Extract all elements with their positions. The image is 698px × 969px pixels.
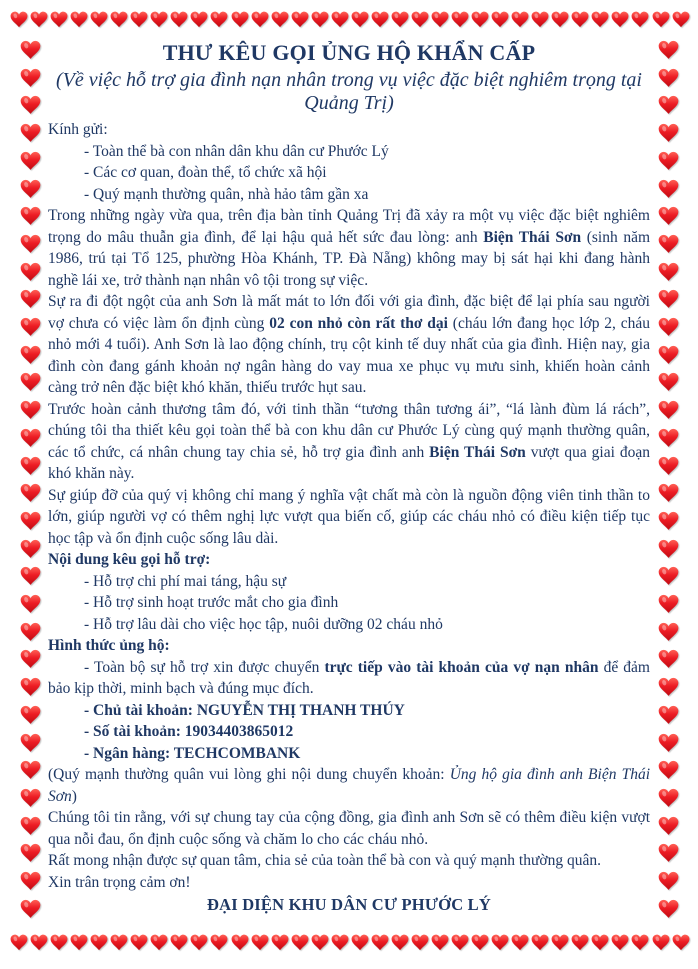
- heart-icon: [20, 705, 41, 725]
- heart-icon: [658, 179, 679, 199]
- heart-icon: [231, 11, 249, 28]
- paragraph-incident: [48, 205, 650, 291]
- heart-icon: [471, 934, 489, 951]
- heart-icon: [50, 11, 68, 28]
- heart-icon: [90, 11, 108, 28]
- heart-icon: [658, 372, 679, 392]
- bank-name-line: - Ngân hàng: TECHCOMBANK: [84, 744, 301, 762]
- heart-border-top: [10, 6, 690, 32]
- text-run: Sự ra đi đột ngột của anh Sơn là mất mát to lớn đối với gia đình, đặc biệt để lại phía sau người vợ chưa có việc làm ổn định cùng: [48, 293, 650, 332]
- heart-icon: [658, 483, 679, 503]
- heart-icon: [351, 934, 369, 951]
- heart-icon: [190, 11, 208, 28]
- heart-icon: [658, 760, 679, 780]
- heart-icon: [20, 677, 41, 697]
- heart-icon: [20, 123, 41, 143]
- heart-icon: [50, 934, 68, 951]
- heart-icon: [658, 95, 679, 115]
- heart-icon: [551, 11, 569, 28]
- heart-icon: [511, 934, 529, 951]
- heart-icon: [631, 11, 649, 28]
- heart-icon: [30, 934, 48, 951]
- heart-icon: [110, 934, 128, 951]
- heart-icon: [231, 934, 249, 951]
- heart-icon: [591, 11, 609, 28]
- heart-icon: [658, 400, 679, 420]
- heart-icon: [658, 234, 679, 254]
- heart-icon: [658, 816, 679, 836]
- heart-border-right: [655, 40, 681, 919]
- heart-icon: [658, 345, 679, 365]
- heart-icon: [658, 843, 679, 863]
- heart-icon: [291, 11, 309, 28]
- heart-icon: [658, 539, 679, 559]
- text-run: ): [71, 787, 77, 805]
- heart-icon: [411, 934, 429, 951]
- heart-icon: [170, 934, 188, 951]
- heart-icon: [20, 899, 41, 919]
- heart-icon: [20, 566, 41, 586]
- paragraph-family-impact: [48, 291, 650, 399]
- heart-icon: [672, 11, 690, 28]
- text-run: Ủng hộ gia đình anh Biện Thái Sơn: [48, 766, 650, 805]
- heart-icon: [251, 934, 269, 951]
- heart-icon: [658, 123, 679, 143]
- heart-icon: [511, 11, 529, 28]
- heart-icon: [311, 934, 329, 951]
- text-run: - Toàn bộ sự hỗ trợ xin được chuyển: [84, 658, 325, 676]
- text-run: Trước hoàn cảnh thương tâm đó, với tinh thần “tương thân tương ái”, “lá lành đùm lá rách”, chúng tôi tha thiết kêu gọi toàn thể bà con khu dân cư Phước Lý cùng quý mạnh thường quân, các tổ chức, cá nhân chung tay chia sẻ, hỗ trợ gia đình anh: [48, 400, 650, 461]
- paragraph-transfer-content-note: [48, 764, 650, 807]
- heart-icon: [130, 934, 148, 951]
- paragraph-closing-belief: [48, 807, 650, 850]
- heart-icon: [20, 289, 41, 309]
- heart-icon: [551, 934, 569, 951]
- heart-border-bottom: [10, 929, 690, 955]
- letter-title: THƯ KÊU GỌI ỦNG HỘ KHẨN CẤP: [162, 40, 536, 65]
- heart-icon: [658, 677, 679, 697]
- heart-icon: [658, 871, 679, 891]
- heart-icon: [431, 934, 449, 951]
- heart-icon: [631, 934, 649, 951]
- salutation: Kính gửi:: [48, 121, 108, 138]
- text-run: Chúng tôi tin rằng, với sự chung tay của cộng đồng, gia đình anh Sơn sẽ có thêm điều kiện vượt qua nỗi đau, ổn định cuộc sống và chăm lo cho các cháu nhỏ.: [48, 809, 650, 848]
- heart-icon: [351, 11, 369, 28]
- account-number-line: - Số tài khoản: 19034403865012: [84, 723, 294, 740]
- heart-icon: [331, 11, 349, 28]
- heart-icon: [20, 816, 41, 836]
- heart-icon: [311, 11, 329, 28]
- heart-icon: [451, 934, 469, 951]
- heart-icon: [652, 934, 670, 951]
- thanks-line: Xin trân trọng cảm ơn!: [48, 873, 191, 891]
- heart-icon: [20, 594, 41, 614]
- heart-icon: [190, 934, 208, 951]
- letter-content: [48, 40, 650, 916]
- heart-icon: [20, 262, 41, 282]
- heart-icon: [20, 456, 41, 476]
- heart-icon: [658, 289, 679, 309]
- text-run: Trong những ngày vừa qua, trên địa bàn tỉnh Quảng Trị đã xảy ra một vụ việc đặc biệt nghiêm trọng do mâu thuẫn gia đình, để lại hậu quả hết sức đau lòng: anh: [48, 207, 650, 246]
- text-run: 02 con nhỏ còn rất thơ dại: [269, 314, 448, 332]
- heart-icon: [20, 345, 41, 365]
- method-heading: Hình thức ủng hộ:: [48, 637, 170, 654]
- heart-icon: [658, 788, 679, 808]
- heart-icon: [20, 539, 41, 559]
- paragraph-appeal: [48, 399, 650, 485]
- heart-icon: [658, 594, 679, 614]
- heart-icon: [20, 760, 41, 780]
- heart-icon: [658, 206, 679, 226]
- heart-icon: [150, 934, 168, 951]
- heart-icon: [658, 68, 679, 88]
- heart-icon: [451, 11, 469, 28]
- heart-icon: [70, 11, 88, 28]
- recipient-community: - Toàn thể bà con nhân dân khu dân cư Phước Lý: [84, 142, 389, 160]
- recipient-organizations: - Các cơ quan, đoàn thể, tổ chức xã hội: [84, 164, 327, 181]
- text-run: vượt qua giai đoạn khó khăn này.: [48, 443, 650, 482]
- heart-icon: [611, 11, 629, 28]
- heart-icon: [658, 511, 679, 531]
- heart-icon: [70, 934, 88, 951]
- heart-icon: [291, 934, 309, 951]
- heart-icon: [571, 11, 589, 28]
- heart-icon: [658, 622, 679, 642]
- heart-icon: [658, 456, 679, 476]
- support-item-education: - Hỗ trợ lâu dài cho việc học tập, nuôi dưỡng 02 cháu nhỏ: [84, 615, 443, 633]
- heart-icon: [20, 788, 41, 808]
- heart-icon: [20, 372, 41, 392]
- text-run: Biện Thái Sơn: [429, 443, 526, 461]
- recipient-benefactors: - Quý mạnh thường quân, nhà hảo tâm gần xa: [84, 185, 369, 203]
- heart-icon: [611, 934, 629, 951]
- text-run: (cháu lớn đang học lớp 2, cháu nhỏ mới 4 tuổi). Anh Sơn là lao động chính, trụ cột kinh tế duy nhất của gia đình. Hiện nay, gia đình còn đang gánh khoản nợ ngân hàng do vay mua xe phục vụ mưu sinh, khiến hoàn cảnh càng trở nên đặc biệt khó khăn, thiếu trước hụt sau.: [48, 314, 650, 396]
- heart-icon: [471, 11, 489, 28]
- heart-icon: [658, 733, 679, 753]
- text-run: Sự giúp đỡ của quý vị không chỉ mang ý nghĩa vật chất mà còn là nguồn động viên tinh thần to lớn, giúp người vợ có thêm nghị lực vượt qua biến cố, giúp các cháu nhỏ có điều kiện tiếp tục học tập và ổn định cuộc sống lâu dài.: [48, 486, 650, 547]
- heart-icon: [10, 11, 28, 28]
- heart-icon: [10, 934, 28, 951]
- heart-icon: [331, 934, 349, 951]
- heart-icon: [658, 428, 679, 448]
- heart-icon: [658, 317, 679, 337]
- support-item-living: - Hỗ trợ sinh hoạt trước mắt cho gia đình: [84, 594, 339, 611]
- heart-icon: [20, 68, 41, 88]
- heart-icon: [658, 899, 679, 919]
- heart-icon: [531, 934, 549, 951]
- heart-icon: [170, 11, 188, 28]
- heart-icon: [652, 11, 670, 28]
- heart-icon: [391, 934, 409, 951]
- paragraph-transfer-note: [48, 657, 650, 700]
- letter-subtitle: (Về việc hỗ trợ gia đình nạn nhân trong vụ việc đặc biệt nghiêm trọng tại Quảng Trị): [56, 69, 642, 114]
- heart-icon: [130, 11, 148, 28]
- heart-icon: [391, 11, 409, 28]
- heart-border-left: [17, 40, 43, 919]
- support-content-heading: Nội dung kêu gọi hỗ trợ:: [48, 551, 211, 568]
- heart-icon: [271, 11, 289, 28]
- text-run: (sinh năm 1986, trú tại Tổ 125, phường Hòa Khánh, TP. Đà Nẵng) không may bị sát hại khi đang hành nghề lái xe, trở thành nạn nhân vô tội trong sự việc.: [48, 228, 651, 289]
- heart-icon: [658, 566, 679, 586]
- heart-icon: [371, 11, 389, 28]
- heart-icon: [90, 934, 108, 951]
- heart-icon: [672, 934, 690, 951]
- heart-icon: [591, 934, 609, 951]
- heart-icon: [491, 934, 509, 951]
- heart-icon: [411, 11, 429, 28]
- signature-line: ĐẠI DIỆN KHU DÂN CƯ PHƯỚC LÝ: [207, 895, 491, 914]
- heart-icon: [658, 262, 679, 282]
- heart-icon: [571, 934, 589, 951]
- heart-icon: [20, 511, 41, 531]
- heart-icon: [20, 733, 41, 753]
- heart-icon: [531, 11, 549, 28]
- heart-icon: [20, 649, 41, 669]
- heart-icon: [251, 11, 269, 28]
- heart-icon: [371, 934, 389, 951]
- text-run: trực tiếp vào tài khoản của vợ nạn nhân: [324, 658, 599, 676]
- heart-icon: [20, 95, 41, 115]
- account-holder-line: - Chủ tài khoản: NGUYỄN THỊ THANH THÚY: [84, 701, 405, 719]
- heart-icon: [658, 40, 679, 60]
- text-run: (Quý mạnh thường quân vui lòng ghi nội dung chuyển khoản:: [48, 766, 450, 783]
- heart-icon: [150, 11, 168, 28]
- heart-icon: [658, 649, 679, 669]
- heart-icon: [658, 151, 679, 171]
- heart-icon: [210, 934, 228, 951]
- heart-icon: [30, 11, 48, 28]
- paragraph-closing-hope: Rất mong nhận được sự quan tâm, chia sẻ của toàn thể bà con và quý mạnh thường quân.: [48, 852, 601, 869]
- heart-icon: [20, 843, 41, 863]
- heart-icon: [658, 705, 679, 725]
- paragraph-meaning: [48, 485, 650, 550]
- heart-icon: [20, 151, 41, 171]
- heart-icon: [210, 11, 228, 28]
- heart-icon: [110, 11, 128, 28]
- heart-icon: [20, 622, 41, 642]
- heart-icon: [20, 179, 41, 199]
- heart-icon: [20, 400, 41, 420]
- heart-icon: [491, 11, 509, 28]
- heart-icon: [20, 40, 41, 60]
- support-item-funeral: - Hỗ trợ chi phí mai táng, hậu sự: [84, 572, 287, 590]
- heart-icon: [20, 206, 41, 226]
- heart-icon: [20, 234, 41, 254]
- heart-icon: [20, 871, 41, 891]
- heart-icon: [20, 317, 41, 337]
- heart-icon: [431, 11, 449, 28]
- text-run: Biện Thái Sơn: [483, 228, 582, 246]
- heart-icon: [20, 483, 41, 503]
- text-run: để đảm bảo kịp thời, minh bạch và đúng mục đích.: [48, 658, 650, 697]
- heart-icon: [20, 428, 41, 448]
- heart-icon: [271, 934, 289, 951]
